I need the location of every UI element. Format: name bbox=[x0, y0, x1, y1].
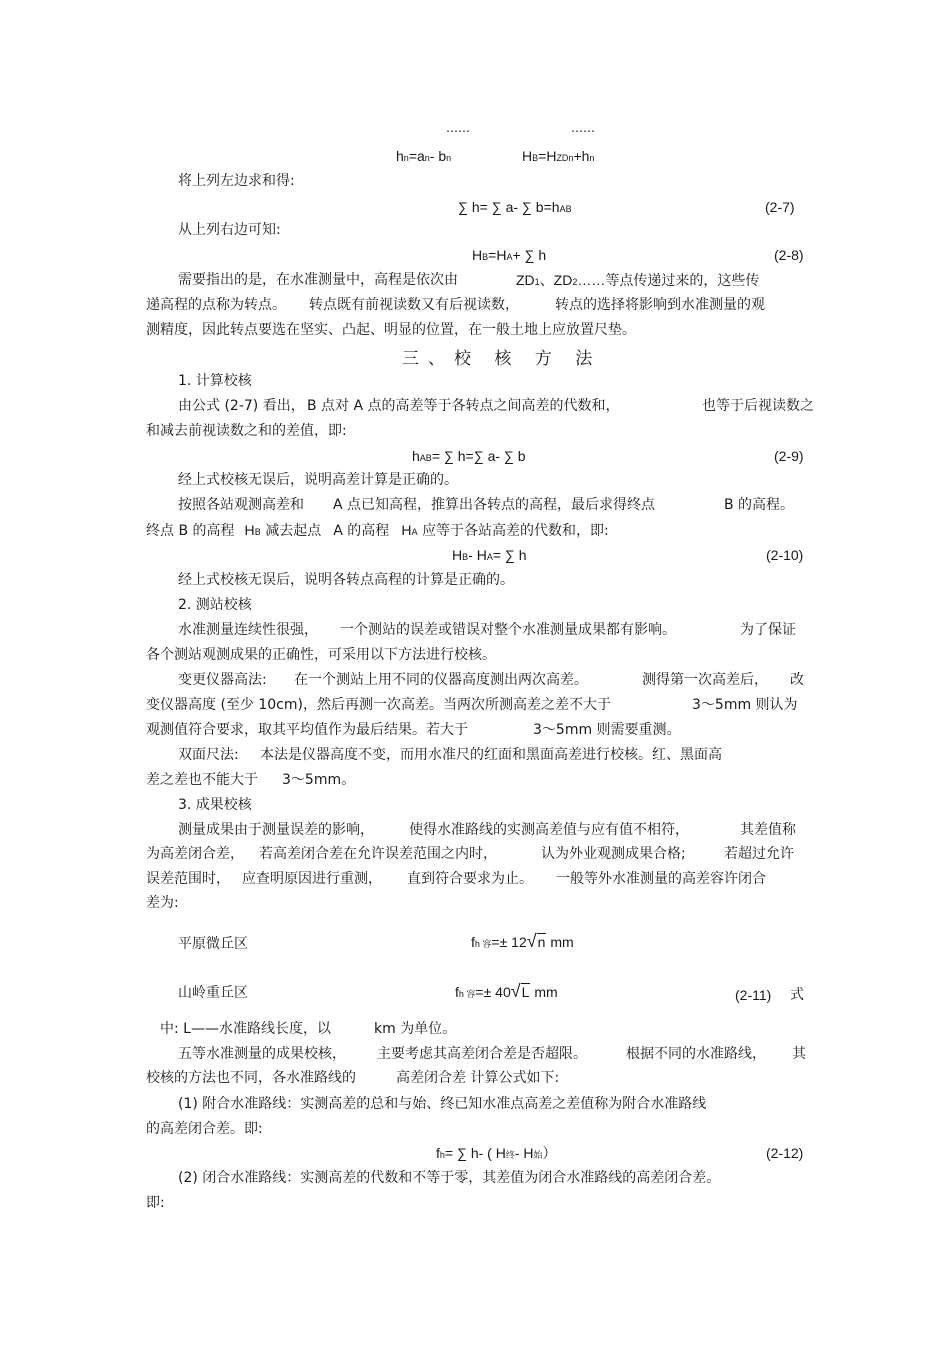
paragraph-formula-l1a: 由公式 (2-7) 看出， bbox=[178, 398, 305, 414]
paragraph-fifth-l1a: 五等水准测量的成果校核， bbox=[178, 1046, 346, 1062]
paragraph-turning-point-line2a: 递高程的点称为转点。 bbox=[146, 297, 286, 313]
paragraph-double-face-l1a: 双面尺法: bbox=[178, 747, 239, 763]
paragraph-result-l2a: 为高差闭合差， bbox=[146, 846, 244, 862]
paragraph-result-l1b: 使得水准路线的实测高差值与应有值不相符， bbox=[409, 822, 689, 838]
equation-hn: hn=an- bn bbox=[396, 148, 452, 164]
paragraph-result-l1c: 其差值称 bbox=[740, 822, 796, 838]
equation-2-7: ∑ h= ∑ a- ∑ b=hAB bbox=[458, 199, 572, 215]
equation-number-2-7: (2-7) bbox=[765, 199, 795, 215]
paragraph-formula-l1b: B 点对 A 点的高差等于各转点之间高差的代数和， bbox=[307, 398, 620, 414]
equation-2-12: fh= ∑ h- ( H终- H始） bbox=[436, 1145, 557, 1161]
label-mountain: 山岭重丘区 bbox=[178, 985, 248, 1001]
paragraph-instrument-l1a: 变更仪器高法: bbox=[178, 672, 267, 688]
paragraph-formula-l1c: 也等于后视读数之 bbox=[702, 398, 814, 414]
subsection-2: 2. 测站校核 bbox=[178, 597, 252, 613]
equation-number-2-10: (2-10) bbox=[766, 547, 804, 563]
equation-mountain-tolerance: fh 容=± 40√L mm bbox=[455, 981, 558, 1001]
paragraph-fifth-l1c: 根据不同的水准路线， bbox=[626, 1046, 766, 1062]
paragraph-instrument-l1c: 测得第一次高差后， bbox=[642, 672, 768, 688]
paragraph-result-l3d: 一般等外水准测量的高差容许闭合 bbox=[556, 871, 766, 887]
paragraph-turning-point: 需要指出的是，在水准测量中，高程是依次由 bbox=[178, 272, 458, 288]
paragraph-double-face-l1b: 本法是仪器高度不变，而用水准尺的红面和黑面高差进行校核。红、黑面高 bbox=[260, 747, 722, 763]
paragraph-result-l3b: 应查明原因进行重测， bbox=[242, 871, 382, 887]
paragraph-result-l4: 差为: bbox=[146, 895, 179, 911]
paragraph-instrument-l1d: 改 bbox=[790, 672, 804, 688]
paragraph-turning-point-line3: 测精度，因此转点要选在坚实、凸起、明显的位置，在一般土地上应放置尺垫。 bbox=[146, 322, 636, 338]
paragraph-instrument-l2a: 变仪器高度 (至少 10cm)，然后再测一次高差。当两次所测高差之差不大于 bbox=[146, 697, 611, 713]
paragraph-double-face-l2b: 3～5mm。 bbox=[282, 772, 356, 788]
paragraph-formula-l2: 和减去前视读数之和的差值，即: bbox=[146, 423, 347, 439]
equation-2-10: HB- HA= ∑ h bbox=[452, 547, 527, 563]
label-plain: 平原微丘区 bbox=[178, 936, 248, 952]
paragraph-station-l1b: 一个测站的误差或错误对整个水准测量成果都有影响。 bbox=[340, 622, 676, 638]
paragraph-station-l2: 各个测站观测成果的正确性，可采用以下方法进行校核。 bbox=[146, 647, 496, 663]
paragraph-where-b: km 为单位。 bbox=[374, 1021, 457, 1037]
paragraph-result-l2c: 认为外业观测成果合格; bbox=[541, 846, 686, 862]
ellipsis-right: …… bbox=[571, 121, 595, 135]
equation-number-2-11: (2-11) bbox=[735, 987, 772, 1003]
equation-number-2-12: (2-12) bbox=[766, 1145, 804, 1161]
paragraph-station-l1c: 为了保证 bbox=[740, 622, 796, 638]
paragraph-result-l1a: 测量成果由于测量误差的影响， bbox=[178, 822, 374, 838]
paragraph-double-face-l2a: 差之差也不能大于 bbox=[146, 772, 258, 788]
equation-hb-zdn: HB=HZDn+hn bbox=[522, 148, 595, 164]
paragraph-instrument-l2b: 3～5mm 则认为 bbox=[692, 697, 798, 713]
section-heading: 三、校 核 方 法 bbox=[402, 349, 602, 369]
equation-2-9: hAB= ∑ h=∑ a- ∑ b bbox=[412, 448, 526, 464]
label-shi: 式 bbox=[790, 987, 804, 1003]
paragraph-right-side: 从上列右边可知: bbox=[178, 222, 281, 238]
paragraph-annexed-l1: (1) 附合水准路线：实测高差的总和与始、终已知水准点高差之差值称为附合水准路线 bbox=[178, 1096, 707, 1112]
paragraph-station-l1a: 水准测量连续性很强， bbox=[178, 622, 318, 638]
zd-labels: ZD1、ZD2……等点传递过来的，这些传 bbox=[516, 272, 760, 288]
paragraph-sum-left: 将上列左边求和得: bbox=[178, 173, 295, 189]
equation-plain-tolerance: fh 容=± 12√n mm bbox=[471, 931, 574, 951]
paragraph-elevation-ok: 经上式校核无误后，说明各转点高程的计算是正确的。 bbox=[178, 572, 514, 588]
paragraph-check-ok: 经上式校核无误后，说明高差计算是正确的。 bbox=[178, 472, 458, 488]
paragraph-elevation-l1c: B 的高程。 bbox=[724, 497, 795, 513]
subsection-3: 3. 成果校核 bbox=[178, 797, 252, 813]
paragraph-result-l2b: 若高差闭合差在允许误差范围之内时， bbox=[259, 846, 497, 862]
paragraph-result-l2d: 若超过允许 bbox=[724, 846, 794, 862]
equation-number-2-9: (2-9) bbox=[774, 448, 804, 464]
paragraph-result-l3a: 误差范围时， bbox=[146, 871, 230, 887]
paragraph-turning-point-line2c: 转点的选择将影响到水准测量的观 bbox=[555, 297, 765, 313]
subsection-1: 1. 计算校核 bbox=[178, 373, 252, 389]
paragraph-elevation-l1a: 按照各站观测高差和 bbox=[178, 497, 304, 513]
paragraph-result-l3c: 直到符合要求为止。 bbox=[407, 871, 533, 887]
equation-2-8: HB=HA+ ∑ h bbox=[472, 247, 547, 263]
paragraph-instrument-l1b: 在一个测站上用不同的仪器高度测出两次高差。 bbox=[294, 672, 588, 688]
paragraph-where-a: 中: L——水准路线长度，以 bbox=[160, 1021, 331, 1037]
paragraph-turning-point-line2b: 转点既有前视读数又有后视读数， bbox=[309, 297, 519, 313]
paragraph-elevation-l1b: A 点已知高程，推算出各转点的高程，最后求得终点 bbox=[333, 497, 656, 513]
paragraph-elevation-l2: 终点 B 的高程 HB 减去起点 A 的高程 HA 应等于各站高差的代数和，即: bbox=[146, 522, 609, 539]
radical-icon: √ bbox=[510, 981, 521, 1001]
paragraph-fifth-l1d: 其 bbox=[792, 1046, 806, 1062]
paragraph-instrument-l3b: 3～5mm 则需要重测。 bbox=[533, 722, 681, 738]
paragraph-closed-l2: 即: bbox=[146, 1195, 165, 1211]
radical-icon: √ bbox=[526, 931, 537, 951]
ellipsis-left: …… bbox=[446, 121, 470, 135]
equation-number-2-8: (2-8) bbox=[774, 247, 804, 263]
paragraph-closed-l1: (2) 闭合水准路线：实测高差的代数和不等于零，其差值为闭合水准路线的高差闭合差。 bbox=[178, 1170, 721, 1186]
paragraph-fifth-l1b: 主要考虑其高差闭合差是否超限。 bbox=[377, 1046, 587, 1062]
paragraph-fifth-l2a: 校核的方法也不同，各水准路线的 bbox=[146, 1070, 356, 1086]
paragraph-fifth-l2b: 高差闭合差 计算公式如下: bbox=[396, 1070, 560, 1086]
paragraph-instrument-l3a: 观测值符合要求，取其平均值作为最后结果。若大于 bbox=[146, 722, 468, 738]
paragraph-annexed-l2: 的高差闭合差。即: bbox=[146, 1121, 263, 1137]
